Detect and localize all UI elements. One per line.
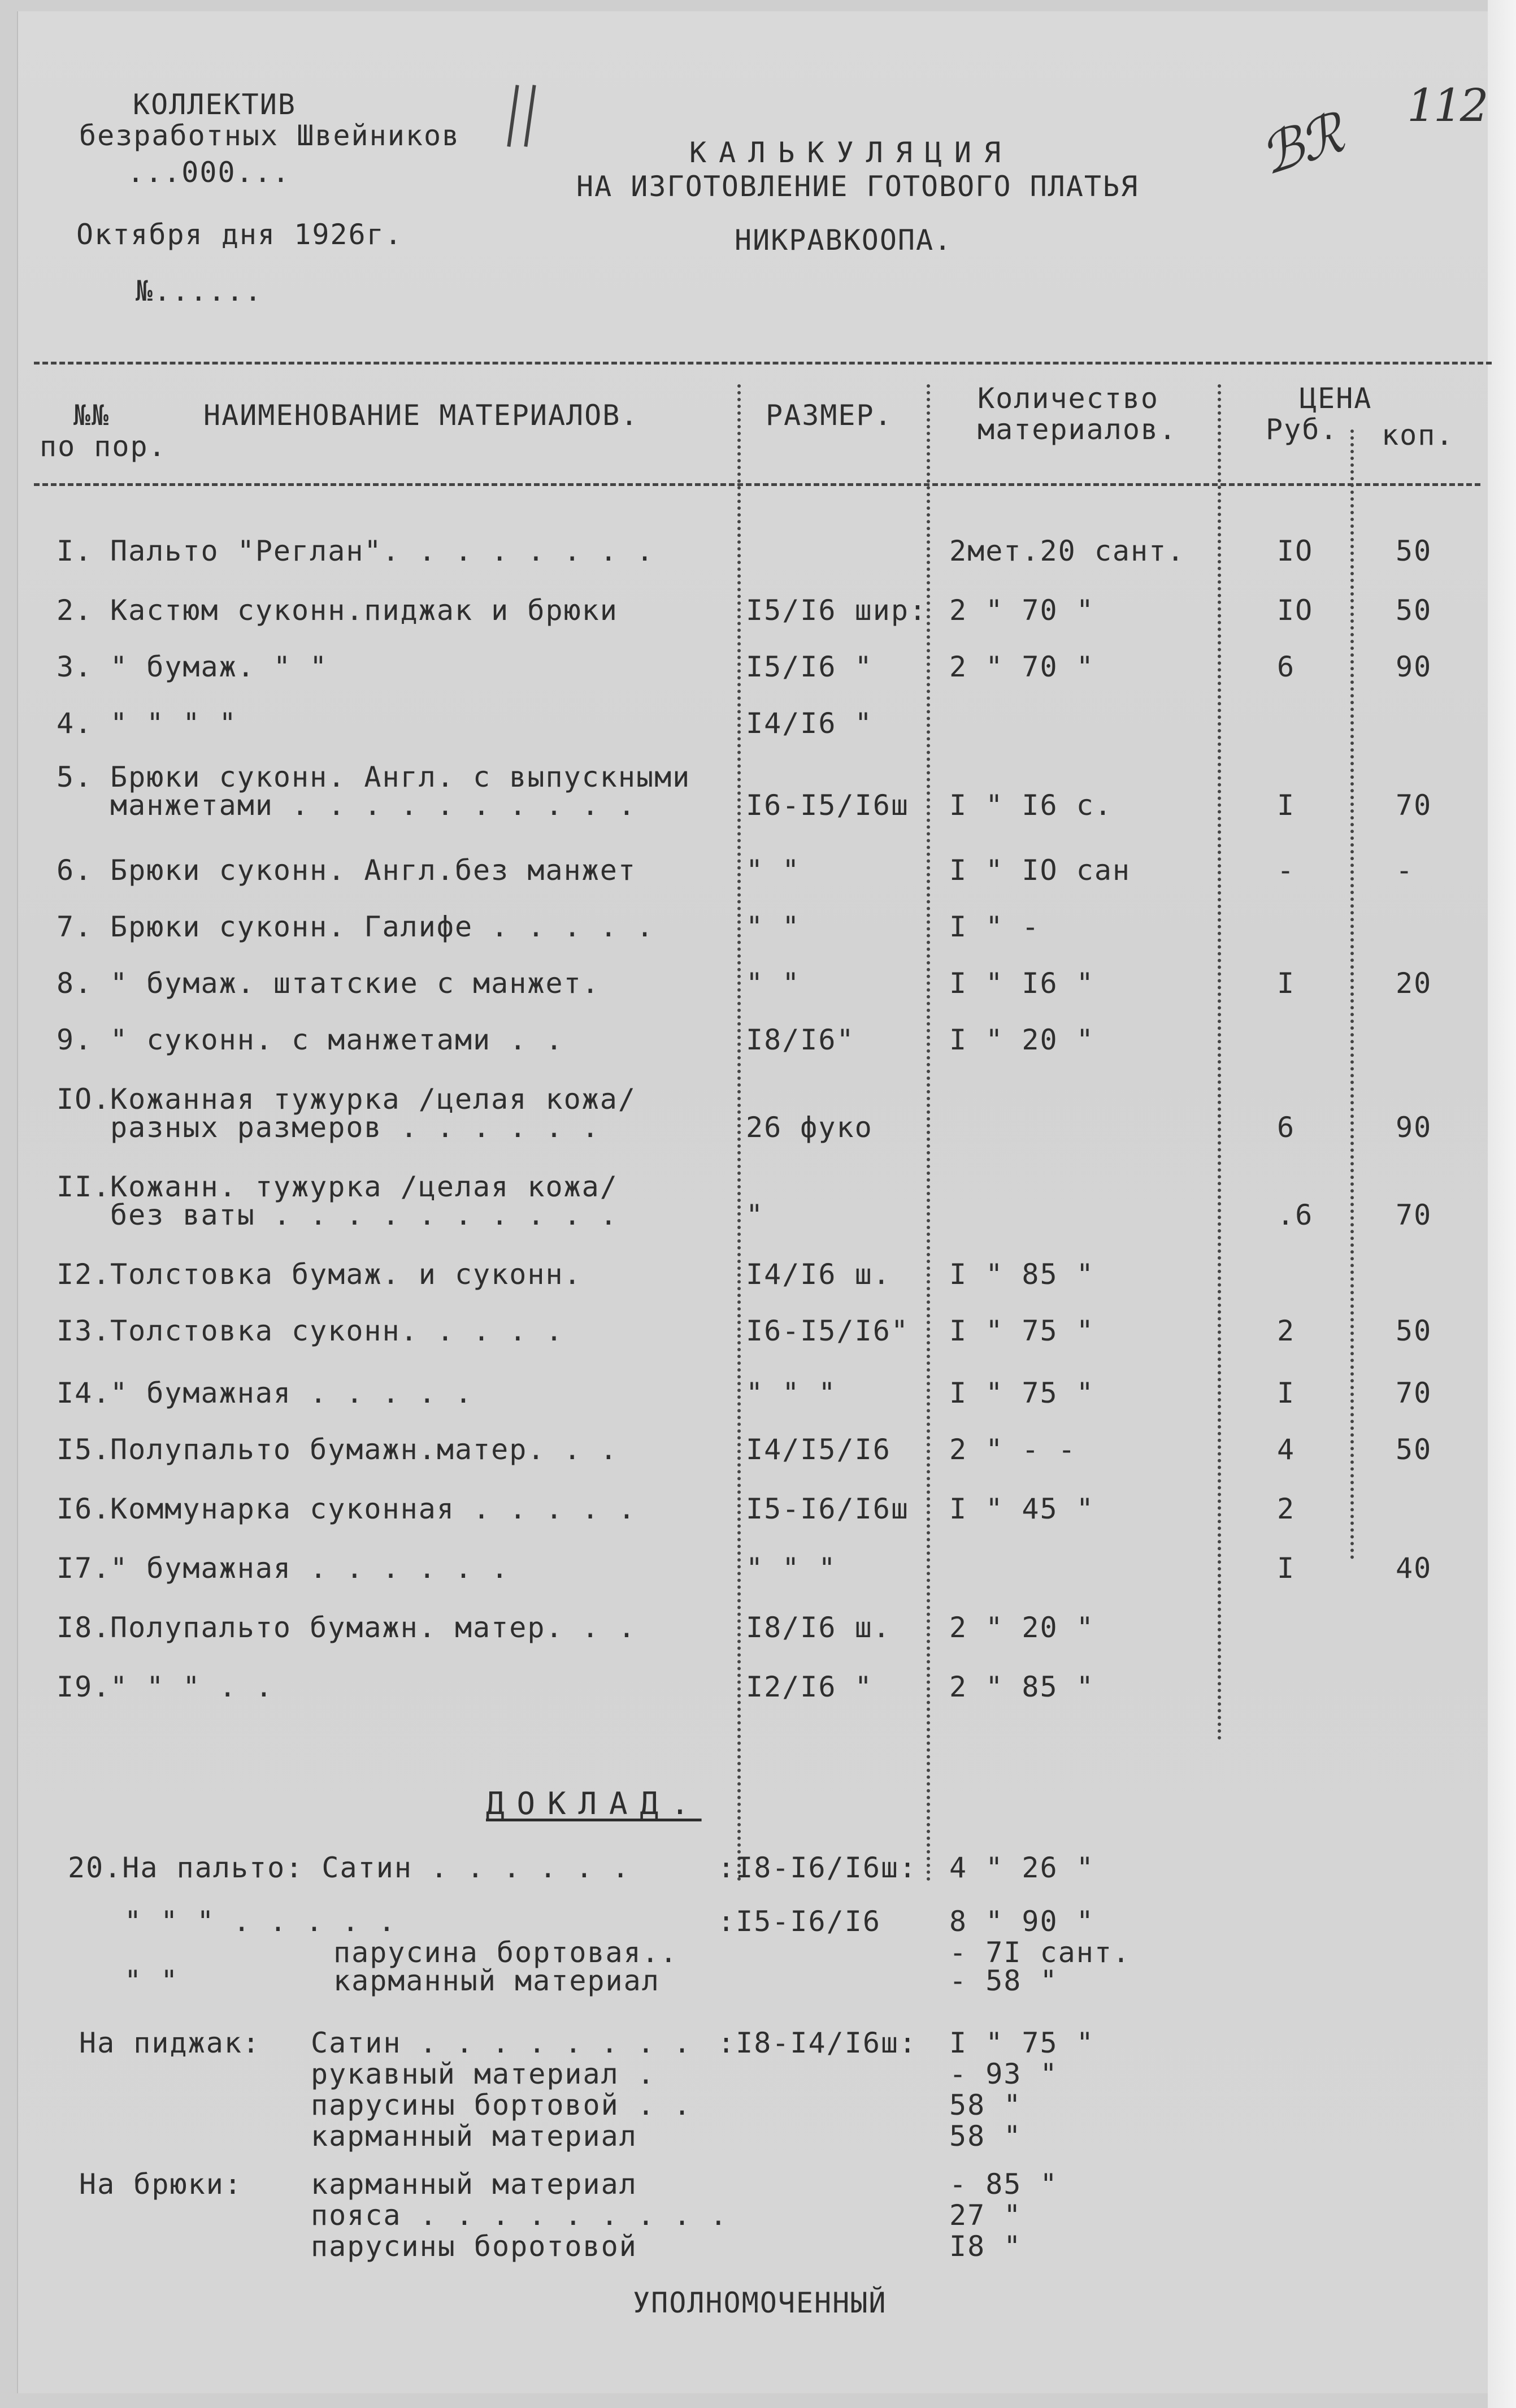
row-size: " <box>746 1199 764 1231</box>
row-number: I8. <box>57 1611 111 1644</box>
header-size: РАЗМЕР. <box>766 399 893 432</box>
org-line2: безработных Швейников <box>79 119 461 152</box>
row-size: I4/I6 ш. <box>746 1258 891 1291</box>
r20-size: :I8-I6/I6ш: <box>718 1851 918 1884</box>
footer-signature-label: УПОЛНОМОЧЕННЫЙ <box>633 2286 887 2319</box>
row-name: Полупальто бумажн. матер. . . <box>110 1611 636 1644</box>
row-name: " бумажная . . . . . . <box>110 1552 510 1585</box>
r20c-name: парусина бортовая.. <box>333 1936 678 1969</box>
r20d-qty: - 58 " <box>949 1964 1058 1997</box>
row-number: I3. <box>57 1314 111 1347</box>
row-size: " " " <box>746 1552 837 1585</box>
header-num: №№ <box>73 399 110 432</box>
row-rub: I <box>1277 789 1296 822</box>
row-kop: 90 <box>1396 650 1432 683</box>
row-rub: - <box>1277 854 1296 887</box>
trousers-qty-3: I8 " <box>949 2230 1022 2263</box>
row-rub: IO <box>1277 535 1314 567</box>
row-rub: 6 <box>1277 650 1296 683</box>
row-number: 5. <box>57 761 93 793</box>
row-number: I2. <box>57 1258 111 1291</box>
row-qty: I " 75 " <box>949 1377 1094 1409</box>
row-rub: 4 <box>1277 1433 1296 1466</box>
r20-qty: 4 " 26 " <box>949 1851 1094 1884</box>
row-name: Полупальто бумажн.матер. . . <box>110 1433 618 1466</box>
jacket-qty-2: - 93 " <box>949 2058 1058 2090</box>
row-qty: 2 " - - <box>949 1433 1076 1466</box>
row-name: Кастюм суконн.пиджак и брюки <box>110 594 618 627</box>
row-name: Кожанная тужурка /целая кожа/ <box>110 1083 636 1116</box>
row-kop: 50 <box>1396 1314 1432 1347</box>
row-name: Толстовка бумаж. и суконн. <box>110 1258 582 1291</box>
row-kop: 90 <box>1396 1111 1432 1144</box>
row-qty: I " 75 " <box>949 1314 1094 1347</box>
row-name: Коммунарка суконная . . . . . <box>110 1492 636 1525</box>
jacket-item-3: парусины бортовой . . <box>311 2089 692 2121</box>
r20b-size: :I5-I6/I6 <box>718 1905 881 1938</box>
row-number: 7. <box>57 910 93 943</box>
row-size: I5/I6 " <box>746 650 873 683</box>
jacket-qty-3: 58 " <box>949 2089 1022 2121</box>
jacket-item-2: рукавный материал . <box>311 2058 655 2090</box>
row-qty: 2 " 20 " <box>949 1611 1094 1644</box>
jacket-item-4: карманный материал <box>311 2120 637 2153</box>
rule-top <box>34 362 1492 365</box>
row-size: I5/I6 шир: <box>746 594 928 627</box>
row-number: I4. <box>57 1377 111 1409</box>
row-kop: - <box>1396 854 1414 887</box>
column-separator-3 <box>1218 384 1221 1741</box>
row-qty: I " I6 с. <box>949 789 1113 822</box>
row-qty: I " - <box>949 910 1040 943</box>
trousers-item-2: пояса . . . . . . . . . <box>311 2199 728 2232</box>
r20b-qty: 8 " 90 " <box>949 1905 1094 1938</box>
row-size: " " " <box>746 1377 837 1409</box>
column-separator-4 <box>1350 429 1354 1560</box>
header-name: НАИМЕНОВАНИЕ МАТЕРИАЛОВ. <box>203 399 639 432</box>
jacket-item-1: Сатин . . . . . . . . <box>311 2027 692 2059</box>
row-name-continued: манжетами . . . . . . . . . . <box>110 789 636 822</box>
row-kop: 70 <box>1396 789 1432 822</box>
row-size: " " <box>746 910 801 943</box>
row-kop: 70 <box>1396 1199 1432 1231</box>
header-qty-2: материалов. <box>978 413 1178 446</box>
column-separator-1 <box>737 384 741 1882</box>
row-number: I9. <box>57 1671 111 1703</box>
handwritten-number: 112 <box>1407 79 1487 132</box>
trousers-item-1: карманный материал <box>311 2168 637 2201</box>
row-kop: 50 <box>1396 594 1432 627</box>
row-kop: 20 <box>1396 967 1432 1000</box>
row-rub: 6 <box>1277 1111 1296 1144</box>
row-kop: 50 <box>1396 535 1432 567</box>
row-size: I4/I6 " <box>746 707 873 740</box>
row-kop: 40 <box>1396 1552 1432 1585</box>
row-size: I4/I5/I6 <box>746 1433 891 1466</box>
row-qty: 2 " 70 " <box>949 650 1094 683</box>
row-number: I6. <box>57 1492 111 1525</box>
trousers-item-3: парусины боротовой <box>311 2230 637 2263</box>
row-name: Брюки суконн. Англ. с выпускными <box>110 761 691 793</box>
row-size: " " <box>746 854 801 887</box>
r20d-quotes: " " <box>124 1964 179 1997</box>
row-name: " " " . . <box>110 1671 273 1703</box>
row-size: I6-I5/I6ш <box>746 789 909 822</box>
section-title: ДОКЛАД. <box>486 1786 702 1821</box>
row-qty: I " IO сан <box>949 854 1131 887</box>
row-qty: 2мет.20 сант. <box>949 535 1185 567</box>
row-name-continued: разных размеров . . . . . . <box>110 1111 600 1144</box>
r20b-quotes: " " " . . . . . <box>124 1905 397 1938</box>
row-number: I5. <box>57 1433 111 1466</box>
row-name: " " " " <box>110 707 237 740</box>
row-size: I8/I6" <box>746 1023 855 1056</box>
row-number: I7. <box>57 1552 111 1585</box>
trousers-qty-1: - 85 " <box>949 2168 1058 2201</box>
jacket-size: :I8-I4/I6ш: <box>718 2027 918 2059</box>
row-rub: .6 <box>1277 1199 1314 1231</box>
row-name: Толстовка суконн. . . . . <box>110 1314 564 1347</box>
row-rub: 2 <box>1277 1314 1296 1347</box>
row-size: I5-I6/I6ш <box>746 1492 909 1525</box>
row-size: I6-I5/I6" <box>746 1314 909 1347</box>
row-qty: I " 85 " <box>949 1258 1094 1291</box>
row-size: 26 фуко <box>746 1111 873 1144</box>
header-num-2: по пор. <box>40 430 167 463</box>
row-rub: I <box>1277 1552 1296 1585</box>
row-qty: I " 20 " <box>949 1023 1094 1056</box>
row-number: 6. <box>57 854 93 887</box>
row-name: Пальто "Реглан". . . . . . . . <box>110 535 655 567</box>
row-size: I8/I6 ш. <box>746 1611 891 1644</box>
row-size: I2/I6 " <box>746 1671 873 1703</box>
date-line: Октября дня 1926г. <box>76 218 403 251</box>
row-name: " бумаж. штатские с манжет. <box>110 967 600 1000</box>
jacket-label: На пиджак: <box>79 2027 261 2059</box>
handwritten-initials: ℬℛ <box>1252 102 1349 188</box>
row-qty: 2 " 85 " <box>949 1671 1094 1703</box>
row-name-continued: без ваты . . . . . . . . . . <box>110 1199 618 1231</box>
org-line3: ...000... <box>127 156 290 189</box>
trousers-qty-2: 27 " <box>949 2199 1022 2232</box>
trousers-label: На брюки: <box>79 2168 242 2201</box>
doc-title: КАЛЬКУЛЯЦИЯ <box>689 136 1014 169</box>
row-number: II. <box>57 1170 111 1203</box>
jacket-qty-1: I " 75 " <box>949 2027 1094 2059</box>
row-number: 2. <box>57 594 93 627</box>
row-number: 3. <box>57 650 93 683</box>
row-name: " бумажная . . . . . <box>110 1377 474 1409</box>
row-rub: I <box>1277 967 1296 1000</box>
row-number: I. <box>57 535 93 567</box>
row-rub: 2 <box>1277 1492 1296 1525</box>
row-size: " " <box>746 967 801 1000</box>
row-number: IO. <box>57 1083 111 1116</box>
row-name: Кожанн. тужурка /целая кожа/ <box>110 1170 618 1203</box>
r20d-name: карманный материал <box>333 1964 660 1997</box>
page-edge <box>1488 0 1516 2408</box>
row-kop: 50 <box>1396 1433 1432 1466</box>
header-price: ЦЕНА <box>1300 382 1372 415</box>
rule-header-bottom <box>34 483 1480 486</box>
row-rub: IO <box>1277 594 1314 627</box>
row-number: 8. <box>57 967 93 1000</box>
r20-label: 20.На пальто: Сатин . . . . . . <box>68 1851 631 1884</box>
row-qty: I " I6 " <box>949 967 1094 1000</box>
row-name: " бумаж. " " <box>110 650 328 683</box>
header-qty: Количество <box>978 382 1159 415</box>
doc-subtitle: НА ИЗГОТОВЛЕНИЕ ГОТОВОГО ПЛАТЬЯ <box>576 170 1139 203</box>
row-number: 9. <box>57 1023 93 1056</box>
row-qty: 2 " 70 " <box>949 594 1094 627</box>
r20c-qty: - 7I сант. <box>949 1936 1131 1969</box>
row-rub: I <box>1277 1377 1296 1409</box>
row-number: 4. <box>57 707 93 740</box>
jacket-qty-4: 58 " <box>949 2120 1022 2153</box>
row-kop: 70 <box>1396 1377 1432 1409</box>
doc-org: НИКРАВКООПА. <box>735 224 953 257</box>
row-name: " суконн. с манжетами . . <box>110 1023 564 1056</box>
header-rub: Руб. <box>1266 413 1339 446</box>
row-qty: I " 45 " <box>949 1492 1094 1525</box>
header-kop: коп. <box>1382 419 1454 452</box>
org-line1: КОЛЛЕКТИВ <box>133 88 296 121</box>
row-name: Брюки суконн. Галифе . . . . . <box>110 910 655 943</box>
row-name: Брюки суконн. Англ.без манжет <box>110 854 636 887</box>
number-line: №...... <box>136 275 263 307</box>
